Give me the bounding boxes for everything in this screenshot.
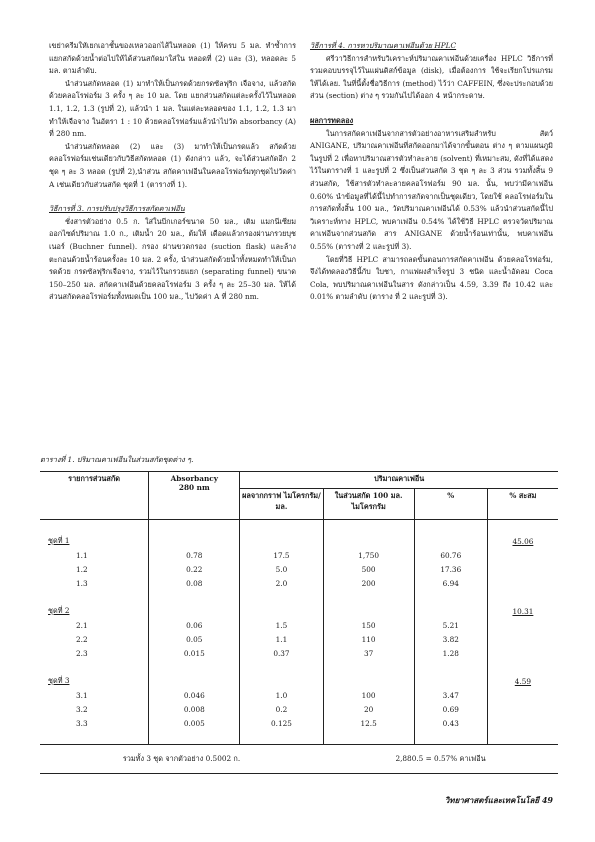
group-header-row [40,604,558,618]
cell-from-graph: 5.0 [240,562,323,576]
cell-percent: 3.82 [414,632,487,646]
cell-absorbancy: 0.22 [149,562,240,576]
row-id: 1.1 [76,550,88,560]
cell-in-extract: 12.5 [323,716,414,730]
row-id: 2.3 [76,648,88,658]
header-in-extract: ในส่วนสกัด 100 มล. ไมโครกรัม [323,489,414,520]
cell-percent: 6.94 [414,576,487,590]
group-label: ชุดที่ 2 [48,605,70,615]
group-header-row [40,674,558,688]
cell-from-graph: 2.0 [240,576,323,590]
paragraph: ในการสกัดคาเฟอีนจากสารตัวอย่างอาหารเสริมสำหรับ สัตว์ ANIGANE, ปริมาณคาเฟอีนที่สกัดออกมาได้จากขั้นตอน ต่าง ๆ ตามแผนภูมิในรูปที่ 2 เพื่อหาปริมาณสารตัวทำละลาย (solvent) ที่เหมาะสม, ดังที่ได้แสดงไว้ในตารางที่ 1 และรูปที่ 2 ซึ่งเป็นส่วนสกัด 3 ชุด ๆ ละ 3 ส่วน รวมทั้งสิ้น 9 ส่วนสกัด, ใช้สารตัวทำละลายคลอโรฟอร์ม 90 มล. นั้น, พบว่ามีคาเฟอีน 0.60% นำข้อมูลที่ได้นี้ไปทำการสกัดจากเป็นชุดเดียว, โดยใช้ คลอโรฟอร์มในการสกัดทั้งสิ้น 100 มล., วัดปริมาณคาเฟอีนได้ 0.53% แล้วนำส่วนสกัดนี้ไปวิเคราะห์ทาง HPLC, พบคาเฟอีน 0.54% ได้ใช้วิธี HPLC ตรวจวัดปริมาณคาเฟอีนจากส่วนสกัด สาร ANIGANE ด้วยน้ำร้อนเท่านั้น, พบคาเฟอีน 0.55% (ตารางที่ 2 และรูปที่ 3). [310,128,553,251]
cell-in-extract: 20 [323,702,414,716]
table-row [40,702,558,716]
cell-from-graph: 1.0 [240,688,323,702]
cell-in-extract: 200 [323,576,414,590]
cell-percent: 17.36 [414,562,487,576]
cell-from-graph: 0.2 [240,702,323,716]
cell-absorbancy: 0.015 [149,646,240,660]
cell-from-graph: 0.37 [240,646,323,660]
cell-absorbancy: 0.046 [149,688,240,702]
cell-absorbancy: 0.08 [149,576,240,590]
cell-percent: 5.21 [414,618,487,632]
group-cumulative: 10.31 [512,606,534,616]
section-heading: วิธีการที่ 4. การหาปริมาณคาเฟอีนด้วย HPLC [310,41,457,50]
header-from-graph: ผลจากกราฟ ไมโครกรัม/มล. [240,489,323,520]
row-id: 1.3 [76,578,88,588]
left-column [49,40,296,304]
total-value: 2,880.5 = 0.57% คาเฟอีน [323,745,558,774]
header-caffeine-group: ปริมาณคาเฟอีน [240,472,558,489]
group-header-row [40,534,558,548]
header-part: รายการส่วนสกัด [40,472,149,520]
total-label: รวมทั้ง 3 ชุด จากตัวอย่าง 0.5002 ก. [40,745,323,774]
paragraph: โดยที่วิธี HPLC สามารถลดขั้นตอนการสกัดคาเฟอีน ด้วยคลอโรฟอร์ม, จึงได้ทดลองวิธีนี้กับ ใบชา, กาแฟผงสำเร็จรูป 3 ชนิด และน้ำอัดลม Coca Cola, พบปริมาณคาเฟอีนในสาร ดังกล่าวเป็น 4.59, 3.39 ถึง 10.42 และ 0.01% ตามลำดับ (ตาราง ที่ 2 และรูปที่ 3). [310,254,553,302]
cell-percent: 0.43 [414,716,487,730]
table-row [40,716,558,730]
paragraph: ศรีวาวิธีการสำหรับวิเคราะห์ปริมาณคาเฟอีนด้วยเครื่อง HPLC วิธีการที่รวมคอบบรรจุไว้ในแผ่นดิสก์ข้อมูล (disk), เมื่อต้องการ ใช้จะเรียกโปรแกรมให้ได้เลย. ในที่นี้ตั้งชื่อวิธีการ (method) ไว้ว่า CAFFEIN, ซึ่งจะประกอบด้วยส่วน (section) ต่าง ๆ รวมกันไปได้ออก 4 หน้ากระดาษ. [310,53,553,101]
cell-in-extract: 150 [323,618,414,632]
table-row [40,646,558,660]
group-label: ชุดที่ 3 [48,675,70,685]
paragraph: ชั่งสารตัวอย่าง 0.5 ก. ใส่ในบีกเกอร์ขนาด 50 มล., เติม แมกนีเซียมออกไซด์ปริมาณ 1.0 ก., เติมน้ำ 20 มล., ต้มให้ เดือดแล้วกรองผ่านกรวยบุชเนอร์ (Buchner funnel). กรอง ผ่านขวดกรอง (suction flask) และล้างตะกอนด้วยน้ำร้อนครั้งละ 10 มล. 2 ครั้ง, นำส่วนสกัดด้วยน้ำทั้งหมดทำให้เป็นกรดด้วย กรดซัลฟุริกเจือจาง, รวมไว้ในกรวยแยก (separating funnel) ขนาด 150–250 มล. สกัดคาเฟอีนด้วยคลอโรฟอร์ม 3 ครั้ง ๆ ละ 25–30 มล. ให้ได้ส่วนสกัดคลอโรฟอร์มทั้งหมดเป็น 100 มล., ไปวัดค่า A ที่ 280 nm. [49,216,296,302]
cell-in-extract: 37 [323,646,414,660]
cell-percent: 3.47 [414,688,487,702]
page-footer: วิทยาศาสตร์และเทคโนโลยี 49 [444,795,553,805]
table-caption: ตารางที่ 1. ปริมาณคาเฟอีนในส่วนสกัดชุดต่าง ๆ. [40,455,194,464]
cell-percent: 1.28 [414,646,487,660]
cell-in-extract: 110 [323,632,414,646]
cell-absorbancy: 0.78 [149,548,240,562]
results-heading: ผลการทดลอง [310,115,354,125]
group-cumulative: 45.06 [512,536,534,546]
row-id: 3.2 [76,704,88,714]
cell-from-graph: 1.1 [240,632,323,646]
row-id: 2.2 [76,634,88,644]
table-row [40,688,558,702]
row-id: 1.2 [76,564,88,574]
group-cumulative: 4.59 [514,676,532,686]
cell-absorbancy: 0.06 [149,618,240,632]
paragraph: นำส่วนสกัดหลอด (1) มาทำให้เป็นกรดด้วยกรดซัลฟุริก เจือจาง, แล้วสกัดด้วยคลอโรฟอร์ม 3 ครั้ง ๆ ละ 10 มล. โดย แยกส่วนสกัดแต่ละครั้งไว้ในหลอด 1.1, 1.2, 1.3 (รูปที่ 2), แล้วนำ 1 มล. ในแต่ละหลอดของ 1.1, 1.2, 1.3 มาทำให้เจือจาง ในอัตรา 1 : 10 ด้วยคลอโรฟอร์มแล้วนำไปวัด absorbancy (A) ที่ 280 nm. [49,78,296,139]
caffeine-table [40,471,558,771]
header-absorbancy-label: Absorbancy [170,474,218,483]
cell-percent: 60.76 [414,548,487,562]
section-heading: วิธีการที่ 3. การปรับปรุงวิธีการสกัดคาเฟอีน [49,204,185,214]
row-id: 2.1 [76,620,88,630]
paragraph: นำส่วนสกัดหลอด (2) และ (3) มาทำให้เป็นกรดแล้ว สกัดด้วยคลอโรฟอร์มเช่นเดียวกับวิธีสกัดหลอด (1) ดังกล่าว แล้ว, จะได้ส่วนสกัดอีก 2 ชุด ๆ ละ 3 หลอด (รูปที่ 2),นำส่วน สกัดคาเฟอีนในคลอโรฟอร์มทุกชุดไปวัดค่า A เช่นเดียวกับส่วนสกัด ชุดที่ 1 (ตารางที่ 1). [49,141,296,189]
cell-from-graph: 1.5 [240,618,323,632]
cell-absorbancy: 0.05 [149,632,240,646]
row-id: 3.3 [76,718,88,728]
cell-in-extract: 500 [323,562,414,576]
cell-from-graph: 17.5 [240,548,323,562]
table-row [40,548,558,562]
table-row [40,576,558,590]
cell-percent: 0.69 [414,702,487,716]
group-label: ชุดที่ 1 [48,535,70,545]
header-absorbancy [149,472,240,520]
table-row [40,562,558,576]
cell-absorbancy: 0.005 [149,716,240,730]
row-id: 3.1 [76,690,88,700]
cell-from-graph: 0.125 [240,716,323,730]
paragraph: เขย่าครีมใหัเยกเอาชั้นของเหลวออกไส้ในหลอด (1) ให้ครบ 5 มล. ทำซ้ำการแยกสกัดด้วยน้ำต่อไปให้ได้ส่วนสกัดมาใส่ใน หลอดที่ (2) และ (3), หลอดละ 5 มล. ตามลำดับ. [49,41,296,76]
right-column [310,40,553,304]
header-cumulative: % สะสม [487,489,558,520]
table-row [40,618,558,632]
header-absorbancy-unit: 280 nm [178,483,210,492]
cell-absorbancy: 0.008 [149,702,240,716]
table-row [40,632,558,646]
cell-in-extract: 100 [323,688,414,702]
cell-in-extract: 1,750 [323,548,414,562]
header-percent: % [414,489,487,520]
